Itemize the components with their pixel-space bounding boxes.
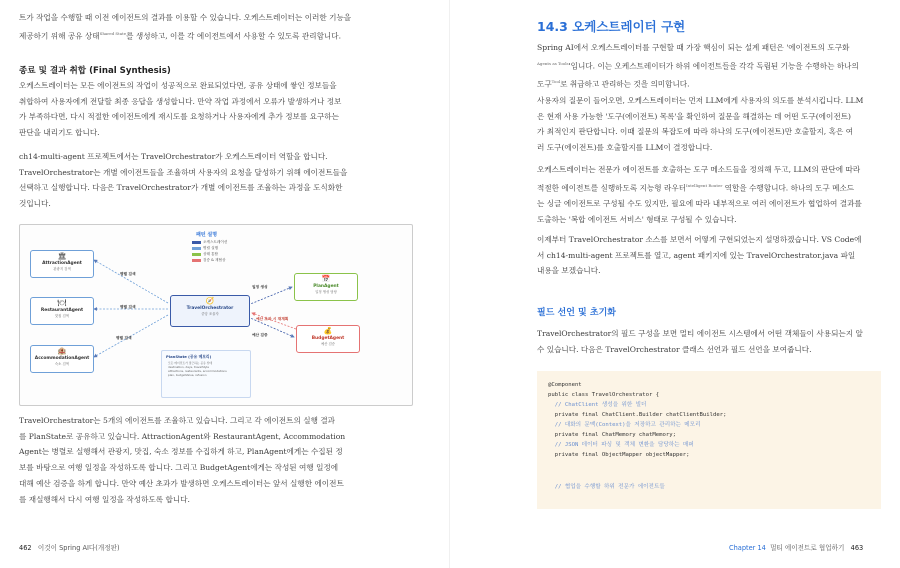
- left-intro: [19, 10, 417, 44]
- edge-label-parallel-mid: 병렬 검색: [120, 305, 136, 309]
- section-title: 14.3 오케스트레이터 구현: [537, 19, 686, 34]
- legend-item-parallel: 병렬 실행: [192, 246, 218, 251]
- left-para-1: 오케스트레이터는 모든 에이전트의 작업이 성공적으로 완료되었다면, 공유 상태에 쌓인 정보들을 취합하여 사용자에게 전달할 최종 응답을 생성합니다. 만약 작업 과정에서 오류가 발생하거나 정보 가 부족하다면, 다시 적절한 에이전트에게 재시도를 요청하거나 사용자에게 추가 정보를 요구하는 판단을 내리기도 합니다.: [19, 81, 342, 138]
- subheading: 종료 및 결과 취합 (Final Synthesis): [19, 66, 171, 76]
- right-para-2: 오케스트레이터는 전문가 에이전트를 호출하는 도구 메소드들을 정의해 두고, LLM의 판단에 따라 적절한 에이전트를 실행하도록 지능형 라우터$^{Intelligent Router}$ 역할을 수행합니다. 하나의 도구 메소드 는 싱글 에이전트로 구성될 수도 있지만, 필요에 따라 내부적으로 여러 에이전트가 협업하여 결과를 도출하는 '복합 에이전트 서비스' 형태로 구성될 수 있습니다.: [537, 165, 862, 224]
- code-comment: // JSON 데이터 파싱 및 객체 변환을 담당하는 매퍼: [548, 442, 694, 448]
- intro-line-1: 트가 작업을 수행할 때 이전 에이전트의 결과를 이용할 수 있습니다. 오케스트레이터는 이러한 기능을: [19, 13, 352, 22]
- chapter-title: 멀티 에이전트로 협업하기: [770, 544, 845, 552]
- right-page-number: 463: [850, 544, 864, 552]
- legend-item-verify: 검증 & 재협상: [192, 258, 225, 263]
- plan-state-box: PlanState (공유 메모리) 모든 에이전트가 접근하는 공유 상태 destination, days, travelStyle attractions, restaurants, accommodations plan, budgetValue, refusion: [161, 350, 251, 398]
- left-page-number: 462: [19, 544, 32, 552]
- intro-line-2: 제공하기 위해 공유 상태$^{Shared State}$를 생성하고, 이를 각 에이전트에서 사용할 수 있도록 관리합니다.: [19, 30, 342, 41]
- restaurant-agent: 🍽 RestaurantAgent 맛집 검색: [30, 297, 94, 325]
- shared-state-gloss: Shared State: [99, 30, 127, 36]
- left-para-3: TravelOrchestrator는 5개의 에이전트를 조율하고 있습니다. 그리고 각 에이전트의 실행 결과 를 PlanState로 공유하고 있습니다. AttractionAgent와 RestaurantAgent, Accommodation Agent는 병렬로 실행해서 관광지, 맛집, 숙소 정보를 수집하게 하고, PlanAgent에게는 수집된 정 보를 바탕으로 여행 일정을 작성하도록 합니다. 그리고 BudgetAgent에게는 작성된 여행 일정에 대해 예산 검증을 하게 합니다. 만약 예산 초과가 발생하면 오케스트레이터는 앞서 실행한 에이전트 를 재실행해서 다시 여행 일정을 작성하도록 합니다.: [19, 416, 346, 504]
- legend-item-orchestration: 오케스트레이션: [192, 240, 227, 245]
- edge-label-plan-gen: 일정 생성: [252, 285, 268, 289]
- right-para-1: 사용자의 질문이 들어오면, 오케스트레이터는 먼저 LLM에게 사용자의 의도를 분석시킵니다. LLM 은 현재 사용 가능한 '도구(에이전트) 목록'을 확인하여 질문을 해결하는 데 어떤 도구(에이전트) 가 최적인지 판단합니다. 이때 질문의 복잡도에 따라 하나의 도구(에이전트)만 호출할지, 혹은 여 러 도구(에이전트)를 호출할지를 LLM이 결정합니다.: [537, 96, 864, 153]
- right-para-3: 이제부터 TravelOrchestrator 소스를 보면서 어떻게 구현되었는지 설명하겠습니다. VS Code에 서 ch14-multi-agent 프로젝트를 열고, agent 패키지에 있는 TravelOrchestrator.java 파일 내용을 보겠습니다.: [537, 235, 862, 276]
- code-line: private final ChatClient.Builder chatClientBuilder;: [548, 412, 727, 418]
- accommodation-agent: 🏨 AccommodationAgent 숙소 검색: [30, 345, 94, 373]
- dining-icon: 🍽: [57, 299, 67, 307]
- chapter-label: Chapter 14: [729, 544, 766, 552]
- subsection-title: 필드 선언 및 초기화: [537, 308, 616, 318]
- legend-item-state: 상태 통합: [192, 252, 218, 257]
- plan-state-title: PlanState (공유 메모리): [166, 354, 212, 359]
- left-footer: [19, 542, 120, 552]
- orchestration-diagram: [19, 224, 413, 406]
- compass-icon: 🧭: [205, 297, 215, 305]
- plan-agent: 📅 PlanAgent 일정 생성 담당: [294, 273, 358, 301]
- hotel-icon: 🏨: [57, 347, 67, 355]
- edge-label-budget-check: 예산 검증: [252, 333, 268, 337]
- budget-agent: 💰 BudgetAgent 예산 검증: [296, 325, 360, 353]
- edge-label-parallel-top: 병렬 검색: [120, 272, 136, 276]
- subsection-heading: [537, 306, 881, 322]
- code-line: @Component: [548, 382, 582, 388]
- code-block: [537, 371, 881, 509]
- tool-gloss: Tool: [551, 78, 561, 84]
- code-comment: // 협업을 수행할 하위 전문가 에이전트들: [548, 484, 665, 490]
- orchestrator-node: 🧭 TravelOrchestrator 중앙 조율자: [170, 295, 250, 327]
- intelligent-router-gloss: Intelligent Router: [686, 182, 723, 188]
- arrow-to-attraction: [94, 260, 168, 303]
- museum-icon: 🏛: [57, 252, 67, 260]
- attraction-agent: 🏛 AttractionAgent 관광지 검색: [30, 250, 94, 278]
- code-line: public class TravelOrchestrator {: [548, 392, 660, 398]
- edge-label-budget-over: 예산 초과 시 재계획: [256, 317, 289, 321]
- left-para-2: ch14-multi-agent 프로젝트에서는 TravelOrchestrator가 오케스트레이터 역할을 합니다. TravelOrchestrator는 개별 에이전트들을 조율하며 사용자의 요청을 달성하기 위해 에이전트들을 선택하고 실행합니다. 다음은 TravelOrchestrator가 개별 에이전트를 조율하는 과정을 도식화한 것입니다.: [19, 152, 348, 209]
- code-comment: // ChatClient 생성을 위한 빌더: [548, 402, 647, 408]
- left-book-title: 이것이 Spring AI다(개정판): [37, 544, 120, 552]
- agents-as-tools-gloss: Agents as Tools: [537, 60, 569, 66]
- code-comment: // 대화의 문맥(Context)을 저장하고 관리하는 메모리: [548, 422, 701, 428]
- calendar-icon: 📅: [321, 275, 331, 283]
- edge-label-parallel-bot: 병렬 검색: [116, 336, 132, 340]
- legend-title: 패턴 설명: [196, 232, 218, 238]
- right-para-4: TravelOrchestrator의 필드 구성을 보면 멀티 에이전트 시스템에서 어떤 객체들이 사용되는지 알 수 있습니다. 다음은 TravelOrchestrator 클래스 선언과 필드 선언을 보여줍니다.: [537, 329, 863, 354]
- code-line: private final ChatMemory chatMemory;: [548, 432, 676, 438]
- code-line: private final ObjectMapper objectMapper;: [548, 452, 690, 458]
- right-intro: Spring AI에서 오케스트레이터를 구현할 때 가장 핵심이 되는 설계 패턴은 '에이전트의 도구화 $^{Agents as Tools}$'입니다. 이는 오케스트레이터가 하위 에이전트들을 각각 독립된 기능을 수행하는 하나의 도구$^{Tool}$로 취급하고 관리하는 것을 의미합니다.: [537, 43, 859, 89]
- money-bag-icon: 💰: [323, 327, 333, 335]
- section-heading: [537, 19, 881, 35]
- right-footer: [729, 542, 863, 552]
